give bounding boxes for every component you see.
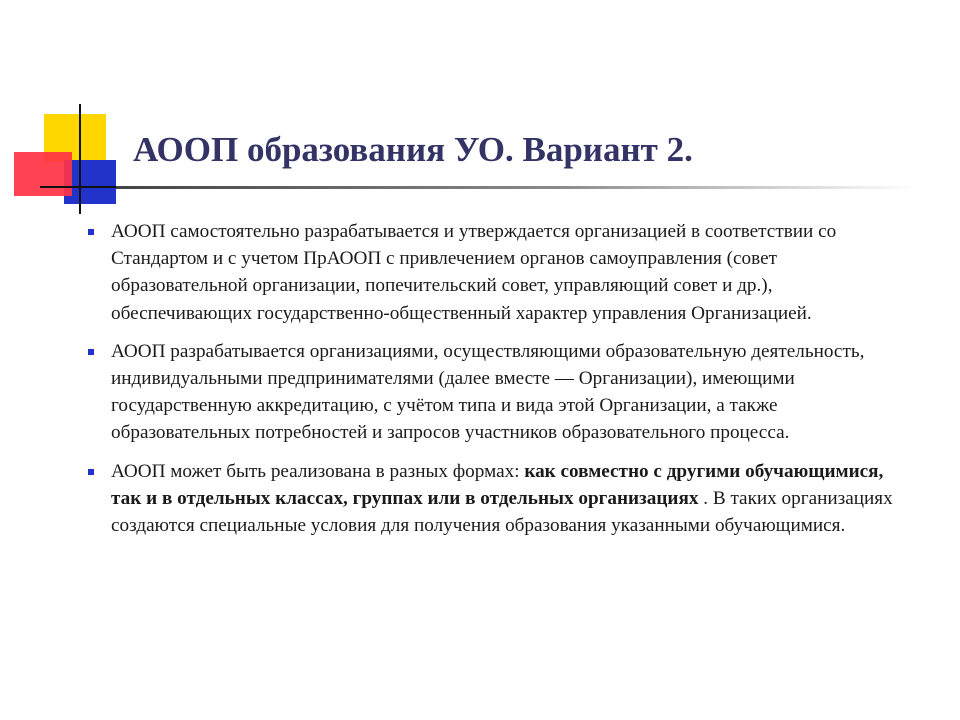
slide-title: АООП образования УО. Вариант 2.: [133, 130, 693, 169]
bullet-item: [88, 458, 918, 540]
decorative-logo: [0, 0, 140, 230]
title-divider: [116, 186, 916, 189]
bullet-text: АООП разрабатывается организациями, осуществляющими образовательную деятельность, индивидуальными предпринимателями (далее вместе — Организации), имеющими государственную аккредитацию, с учётом типа и вида этой Организации, а также образовательных потребностей и запросов участников образовательного процесса.: [111, 340, 865, 444]
logo-vertical-line: [79, 104, 81, 214]
bullet-list: [88, 218, 918, 550]
bullet-text-end: . В таких организациях создаются специальные условия для получения образования указанными обучающимися.: [111, 487, 893, 537]
square-bullet-icon: [88, 349, 94, 355]
bullet-item: [88, 338, 918, 447]
bullet-item: [88, 218, 918, 327]
square-bullet-icon: [88, 229, 94, 235]
square-bullet-icon: [88, 469, 94, 475]
bullet-text-start: АООП может быть реализована в разных формах:: [111, 460, 525, 482]
bullet-text-bold: как совместно с другими обучающимися, так и в отдельных классах, группах или в отдельных организациях: [111, 460, 884, 509]
bullet-text: АООП самостоятельно разрабатывается и утверждается организацией в соответствии со Стандартом и с учетом ПрАООП с привлечением органов самоуправления (совет образовательной организации, попечительский совет, управляющий совет и др.), обеспечивающих государственно-общественный характер управления Организацией.: [111, 221, 837, 324]
logo-red-square: [14, 152, 72, 196]
